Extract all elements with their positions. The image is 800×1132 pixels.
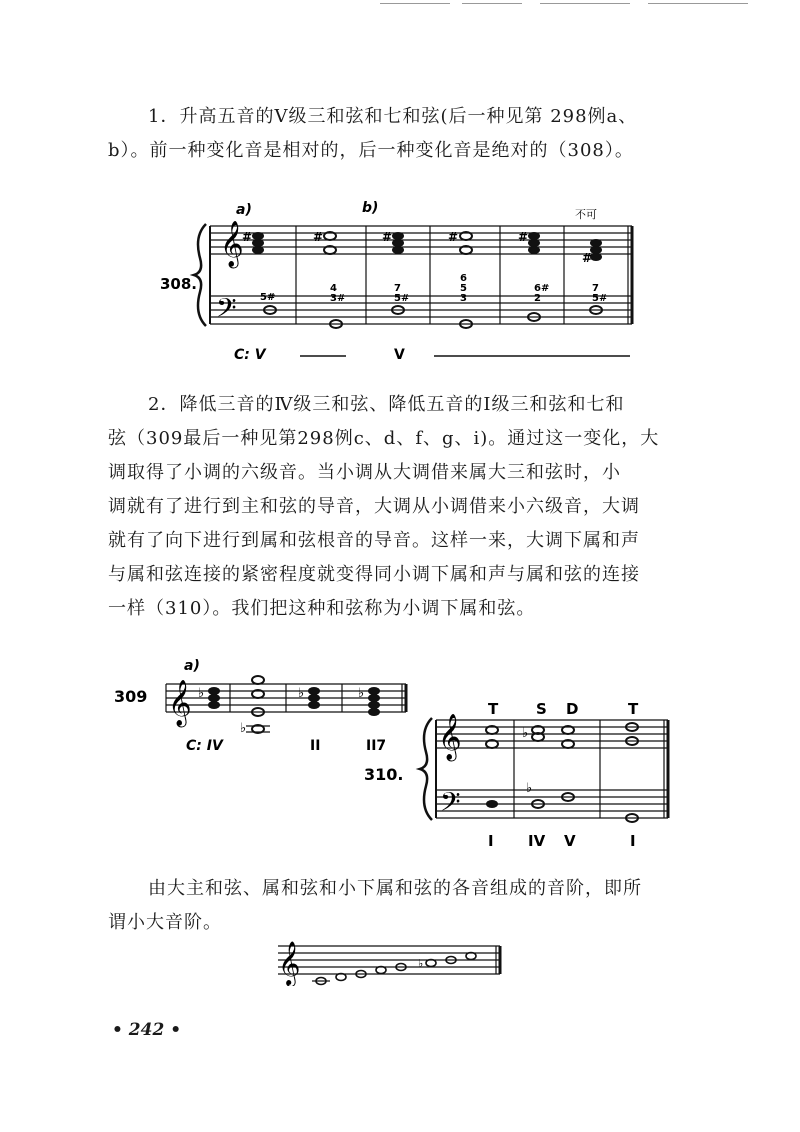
paragraph-3-line-2: 谓小大音阶。	[108, 912, 222, 933]
example-number: 308.	[160, 275, 198, 293]
figure-4-0: 6	[460, 273, 467, 284]
svg-text:#: #	[313, 230, 324, 244]
function-1: T	[488, 700, 499, 718]
forbidden-note: 不可	[575, 208, 597, 221]
svg-text:♭: ♭	[358, 686, 365, 701]
svg-text:#: #	[448, 230, 459, 244]
figure-4-2: 3	[460, 293, 467, 304]
roman-4: I	[630, 832, 636, 850]
function-2: S	[536, 700, 547, 718]
music-example-scale	[278, 932, 518, 986]
figure-5-0: 6#	[534, 283, 550, 294]
label-a: a)	[184, 658, 200, 674]
paragraph-1	[108, 100, 700, 168]
svg-text:#: #	[582, 251, 593, 265]
figure-1-0: 5#	[260, 292, 276, 303]
svg-text:#: #	[382, 230, 393, 244]
paragraph-2-line-4: 调就有了进行到主和弦的导音，大调从小调借来小六级音，大调	[108, 496, 640, 517]
svg-text:#: #	[242, 230, 253, 244]
figure-3-1: 5#	[394, 293, 410, 304]
roman-1: I	[488, 832, 494, 850]
figure-2-0: 4	[330, 283, 337, 294]
paragraph-2-line-5: 就有了向下进行到属和弦根音的导音。这样一来，大调下属和声	[108, 530, 640, 551]
svg-text:♭: ♭	[240, 721, 247, 736]
paragraph-2	[108, 388, 700, 626]
roman-2: IV	[528, 832, 546, 850]
treble-clef-icon: 𝄞	[438, 714, 462, 760]
bass-clef-icon: 𝄢	[440, 786, 461, 824]
figure-3-0: 7	[394, 283, 401, 294]
figure-5-1: 2	[534, 293, 541, 304]
svg-text:♭: ♭	[526, 781, 533, 796]
paragraph-2-line-7: 一样（310）。我们把这种和弦称为小调下属和弦。	[108, 598, 536, 619]
label-b: b)	[362, 200, 379, 216]
figure-4-1: 5	[460, 283, 467, 294]
figure-6-1: 5#	[592, 293, 608, 304]
numeral-label-2: II	[310, 738, 321, 754]
svg-text:♭: ♭	[522, 726, 529, 741]
treble-clef-icon: 𝄞	[220, 221, 244, 267]
paragraph-2-line-3: 调取得了小调的六级音。当小调从大调借来属大三和弦时，小	[108, 462, 621, 483]
figure-6-0: 7	[592, 283, 599, 294]
svg-text:♭: ♭	[198, 686, 205, 701]
paragraph-3	[108, 872, 700, 940]
music-example-308	[150, 196, 650, 371]
numeral-label-1: C: IV	[186, 738, 223, 754]
treble-clef-icon: 𝄞	[168, 680, 192, 726]
music-example-310	[360, 700, 680, 860]
paragraph-2-line-1: 2．降低三音的Ⅳ级三和弦、降低五音的Ⅰ级三和弦和七和	[148, 394, 625, 415]
roman-start: C: V	[234, 347, 266, 363]
treble-clef-icon: 𝄞	[278, 941, 301, 985]
example-number: 310.	[364, 765, 404, 784]
roman-3: V	[564, 832, 576, 850]
roman-mid: V	[394, 347, 405, 363]
numeral-label-3: II7	[366, 738, 387, 754]
svg-text:♭: ♭	[298, 686, 305, 701]
paragraph-2-line-6: 与属和弦连接的紧密程度就变得同小调下属和声与属和弦的连接	[108, 564, 640, 585]
paragraph-1-line-2: b）。前一种变化音是相对的，后一种变化音是绝对的（308）。	[108, 140, 634, 161]
example-number: 309	[114, 687, 148, 706]
paragraph-3-line-1: 由大主和弦、属和弦和小下属和弦的各音组成的音阶，即所	[148, 878, 642, 899]
svg-text:♭: ♭	[418, 957, 424, 970]
paragraph-2-line-2: 弦（309最后一种见第298例c、d、f、g、i)。通过这一变化，大	[108, 428, 660, 449]
function-4: T	[628, 700, 639, 718]
svg-text:#: #	[518, 230, 529, 244]
paragraph-1-line-1: 1．升高五音的Ⅴ级三和弦和七和弦(后一种见第 298例a、	[148, 106, 638, 127]
bass-clef-icon: 𝄢	[216, 292, 237, 330]
page-number: • 242 •	[112, 1020, 182, 1040]
function-3: D	[566, 700, 579, 718]
figure-2-1: 3#	[330, 293, 346, 304]
label-a: a)	[236, 202, 252, 218]
